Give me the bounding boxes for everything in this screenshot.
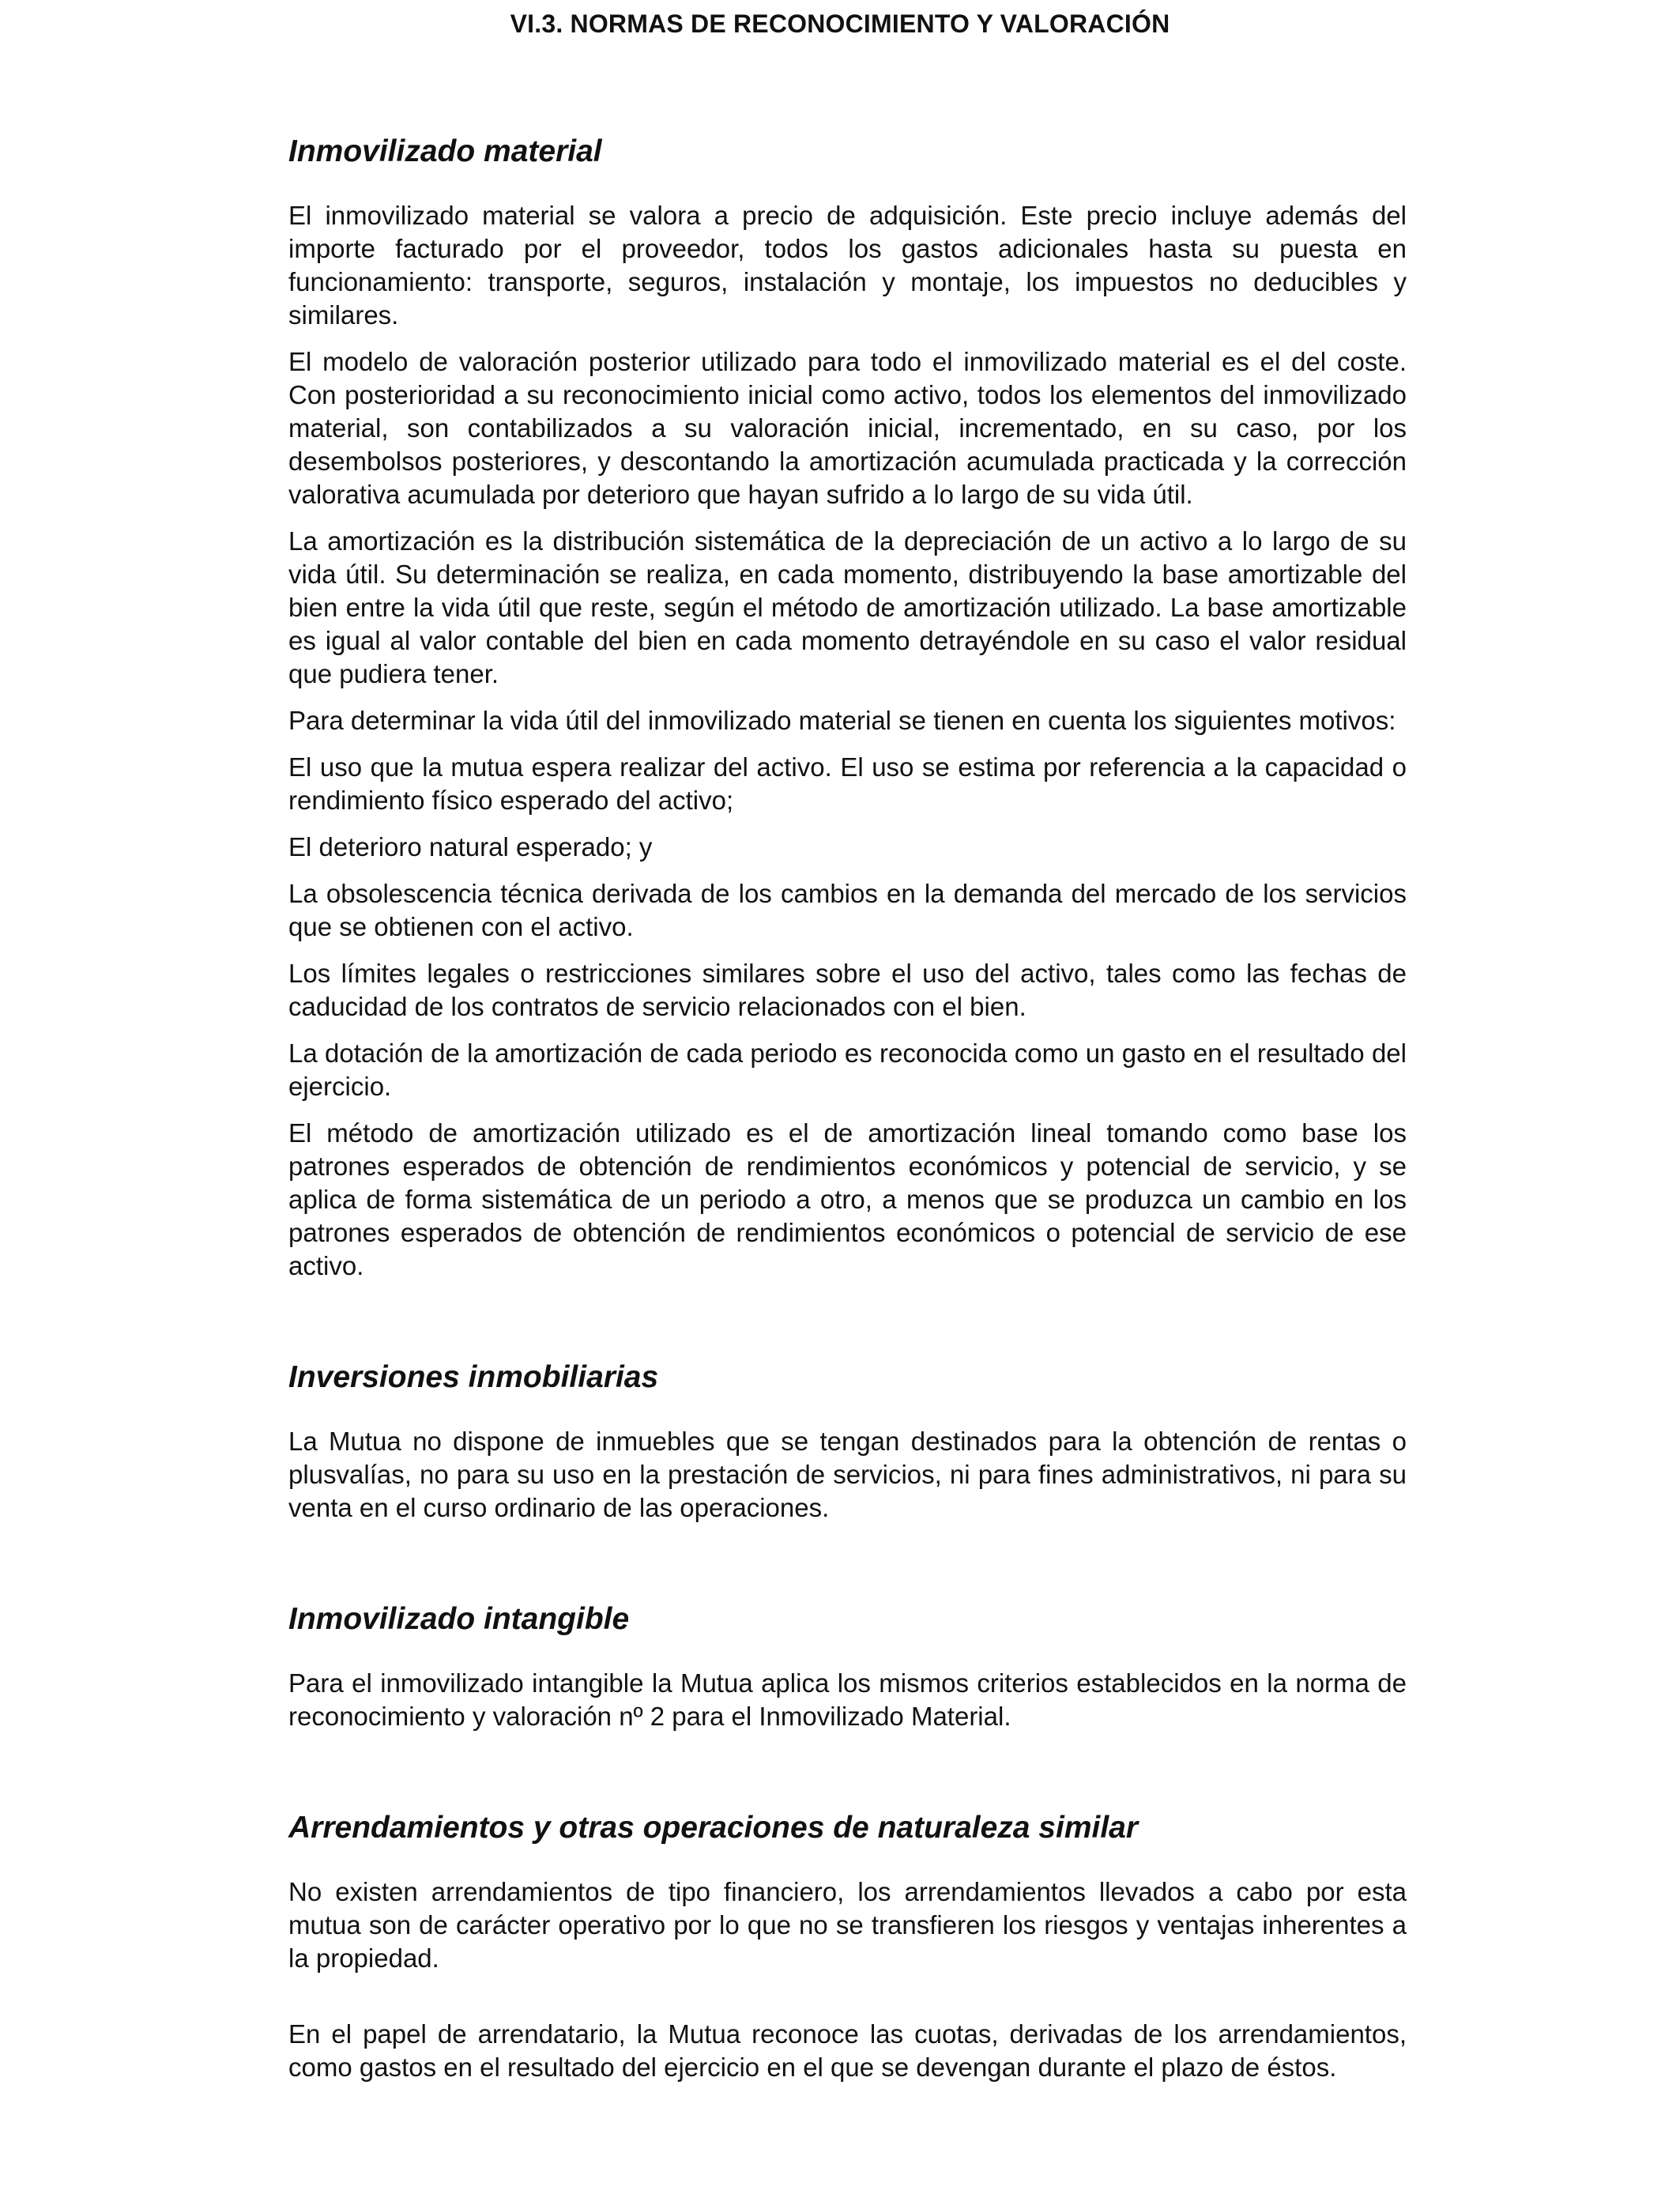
- section-arrendamientos: [288, 1809, 1407, 2084]
- paragraph: Para el inmovilizado intangible la Mutua aplica los mismos criterios establecidos en la norma de reconocimiento y valoración nº 2 para el Inmovilizado Material.: [288, 1668, 1407, 1731]
- paragraph: El deterioro natural esperado; y: [288, 832, 653, 861]
- paragraph: No existen arrendamientos de tipo financiero, los arrendamientos llevados a cabo por esta mutua son de carácter operativo por lo que no se transfieren los riesgos y ventajas inherentes a la propiedad.: [288, 1877, 1407, 1973]
- paragraph: La amortización es la distribución sistemática de la depreciación de un activo a lo largo de su vida útil. Su determinación se realiza, en cada momento, distribuyendo la base amortizable del bien entre la vida útil que reste, según el método de amortización utilizado. La base amortizable es igual al valor contable del bien en cada momento detrayéndole en su caso el valor residual que pudiera tener.: [288, 526, 1407, 688]
- paragraph: El modelo de valoración posterior utilizado para todo el inmovilizado material es el del coste. Con posterioridad a su reconocimiento inicial como activo, todos los elementos del inmovilizado material, son contabilizados a su valoración inicial, incrementado, en su caso, por los desembolsos posteriores, y descontando la amortización acumulada practicada y la corrección valorativa acumulada por deterioro que hayan sufrido a lo largo de su vida útil.: [288, 347, 1407, 509]
- section-heading: Inmovilizado material: [288, 134, 602, 168]
- paragraph: Para determinar la vida útil del inmovilizado material se tienen en cuenta los siguientes motivos:: [288, 706, 1396, 735]
- section-inversiones-inmobiliarias: [288, 1359, 1407, 1525]
- section-inmovilizado-intangible: [288, 1600, 1407, 1733]
- paragraph: La dotación de la amortización de cada periodo es reconocida como un gasto en el resultado del ejercicio.: [288, 1039, 1407, 1101]
- section-heading: Arrendamientos y otras operaciones de naturaleza similar: [288, 1811, 1139, 1845]
- paragraph: La obsolescencia técnica derivada de los cambios en la demanda del mercado de los servicios que se obtienen con el activo.: [288, 879, 1407, 941]
- document-body: [288, 133, 1407, 2084]
- paragraph: El método de amortización utilizado es el de amortización lineal tomando como base los patrones esperados de obtención de rendimientos económicos y potencial de servicio, y se aplica de forma sistemática de un periodo a otro, a menos que se produzca un cambio en los patrones esperados de obtención de rendimientos económicos o potencial de servicio de ese activo.: [288, 1118, 1407, 1280]
- page-title: VI.3. NORMAS DE RECONOCIMIENTO Y VALORACIÓN: [510, 9, 1170, 38]
- paragraph: Los límites legales o restricciones similares sobre el uso del activo, tales como las fechas de caducidad de los contratos de servicio relacionados con el bien.: [288, 959, 1407, 1021]
- paragraph: La Mutua no dispone de inmuebles que se tengan destinados para la obtención de rentas o plusvalías, no para su uso en la prestación de servicios, ni para fines administrativos, ni para su venta en el curso ordinario de las operaciones.: [288, 1427, 1407, 1522]
- section-heading: Inmovilizado intangible: [288, 1602, 630, 1636]
- paragraph: El inmovilizado material se valora a precio de adquisición. Este precio incluye además del importe facturado por el proveedor, todos los gastos adicionales hasta su puesta en funcionamiento: transporte, seguros, instalación y montaje, los impuestos no deducibles y similares.: [288, 201, 1407, 330]
- section-heading: Inversiones inmobiliarias: [288, 1360, 659, 1394]
- paragraph: En el papel de arrendatario, la Mutua reconoce las cuotas, derivadas de los arrendamientos, como gastos en el resultado del ejercicio en el que se devengan durante el plazo de éstos.: [288, 2019, 1407, 2082]
- section-inmovilizado-material: [288, 133, 1407, 1283]
- paragraph: El uso que la mutua espera realizar del activo. El uso se estima por referencia a la capacidad o rendimiento físico esperado del activo;: [288, 752, 1407, 815]
